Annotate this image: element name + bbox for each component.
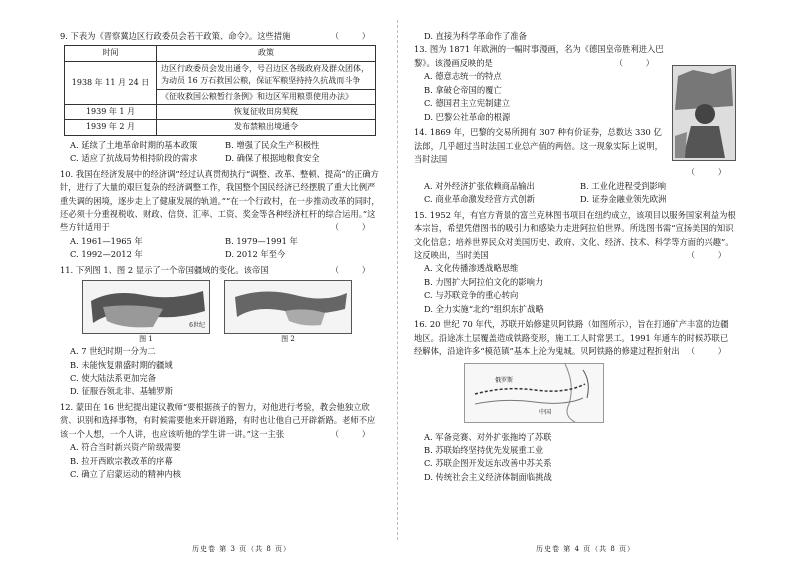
table-cell: 1938 年 11 月 24 日 bbox=[65, 61, 157, 104]
table-cell: 恢复征收田房契税 bbox=[157, 105, 376, 120]
table-header-row bbox=[65, 46, 376, 61]
table-cell: 1939 年 2 月 bbox=[65, 120, 157, 135]
option-b[interactable]: B. 1979—1991 年 bbox=[225, 235, 298, 246]
option-d[interactable]: D. 全力实施“北约”组织东扩战略 bbox=[424, 303, 544, 314]
table-header: 政策 bbox=[157, 46, 376, 61]
cartoon-illustration bbox=[673, 66, 735, 160]
option-a[interactable]: A. 1961—1965 年 bbox=[70, 235, 143, 246]
answer-paren: （ ） bbox=[330, 264, 380, 275]
right-page bbox=[414, 30, 736, 486]
option-b[interactable]: B. 拿破仑帝国的覆亡 bbox=[424, 84, 502, 95]
empire-maps bbox=[82, 280, 380, 343]
map-label-china: 中国 bbox=[539, 408, 552, 416]
table-header: 时间 bbox=[65, 46, 157, 61]
empire-map-2 bbox=[225, 281, 351, 333]
table-row bbox=[65, 120, 376, 135]
option-c[interactable]: C. 适应了抗战局势相持阶段的需求 bbox=[70, 153, 198, 164]
option-d[interactable]: D. 确保了根据地粮食安全 bbox=[225, 153, 320, 164]
option-a[interactable]: A. 延续了土地革命时期的基本政策 bbox=[70, 139, 198, 150]
table-cell: 《征收救国公粮暂行条例》和边区军用粮票使用办法》 bbox=[157, 89, 376, 104]
option-b[interactable]: B. 工业化进程受到影响 bbox=[580, 180, 667, 191]
option-a[interactable]: A. 文化传播渗透战略思维 bbox=[424, 263, 519, 274]
option-a[interactable]: A. 对外经济扩张依赖商品输出 bbox=[424, 180, 535, 191]
question-stem: 13. 图为 1871 年欧洲的一幅时事漫画，名为《德国皇帝胜利进入巴黎》。该漫画反映的是 bbox=[414, 44, 664, 68]
figure-caption: 图 2 bbox=[281, 334, 295, 343]
page-footer-right: 历史卷 第 4 页（共 8 页） bbox=[536, 545, 636, 553]
option-d[interactable]: D. 2012 年至今 bbox=[225, 249, 286, 260]
baikal-amur-map bbox=[465, 364, 603, 422]
option-b[interactable]: B. 力图扩大阿拉伯文化的影响力 bbox=[424, 276, 544, 287]
left-page bbox=[60, 30, 380, 484]
option-b[interactable]: B. 未能恢复鼎盛时期的疆域 bbox=[70, 359, 173, 370]
table-row bbox=[65, 61, 376, 89]
option-b[interactable]: B. 增强了民众生产积极性 bbox=[225, 139, 320, 150]
question-stem: 14. 1869 年，巴黎的交易所拥有 307 种有价证券，总数达 330 亿法郎，几乎超过当时法国工业总产值的两倍。这一现象实际上说明，当时法国 bbox=[414, 127, 663, 164]
map-label: 6世纪 bbox=[189, 322, 205, 330]
option-c[interactable]: C. 确立了启蒙运动的精神内核 bbox=[70, 469, 181, 480]
option-a[interactable]: A. 德意志统一的特点 bbox=[424, 71, 502, 82]
question-10 bbox=[60, 168, 380, 262]
figure-caption: 图 1 bbox=[139, 334, 153, 343]
option-b[interactable]: B. 拉开西欧宗教改革的序幕 bbox=[70, 455, 173, 466]
option-d[interactable]: D. 巴黎公社革命的根源 bbox=[424, 111, 511, 122]
answer-paren: （ ） bbox=[330, 222, 380, 233]
map-figure-2 bbox=[224, 280, 352, 343]
question-12 bbox=[60, 401, 380, 482]
table-cell: 1939 年 1 月 bbox=[65, 105, 157, 120]
page-footer-left: 历史卷 第 3 页（共 8 页） bbox=[192, 545, 292, 553]
option-b[interactable]: B. 苏联始终坚持优先发展重工业 bbox=[424, 444, 544, 455]
question-stem: 12. 蒙田在 16 世纪提出建议教师“要根据孩子的智力，对他进行考验，教会他独立欣赏、识别和选择事物，有时候需要他来开辟道路，有时也让他自己开辟新路。老师不应该一个人想，一个人讲，也应该听他的学生讲一讲。”这一主张 bbox=[60, 401, 376, 439]
question-11 bbox=[60, 264, 380, 399]
option-a[interactable]: A. 7 世纪时期一分为二 bbox=[70, 346, 156, 357]
option-a[interactable]: A. 军备竞赛、对外扩张拖垮了苏联 bbox=[424, 431, 552, 442]
option-c[interactable]: C. 德国君主立宪制建立 bbox=[424, 98, 510, 109]
question-stem: 11. 下列图 1、图 2 显示了一个帝国疆域的变化。该帝国 bbox=[60, 264, 269, 275]
question-13 bbox=[414, 43, 736, 124]
question-16 bbox=[414, 318, 736, 484]
option-c[interactable]: C. 1992—2012 年 bbox=[70, 249, 143, 260]
question-stem: 16. 20 世纪 70 年代，苏联开始修建贝阿铁路（如图所示），旨在打通矿产丰富的边疆地区。沿途冻土层覆盖造成铁路变形，施工工人时常罢工。1991 年通车的时候苏联已经解体，沿途许多“模范镇”基本上沦为鬼城。贝阿铁路的修建过程折射出 bbox=[414, 319, 729, 357]
map-label-russia: 俄罗斯 bbox=[495, 376, 514, 384]
page-divider bbox=[397, 20, 398, 540]
option-c[interactable]: C. 使大陆法系更加完备 bbox=[70, 373, 156, 384]
railway-map bbox=[464, 363, 604, 423]
answer-paren: （ ） bbox=[614, 57, 664, 68]
answer-paren: （ ） bbox=[686, 167, 736, 178]
table-cell: 边区行政委员会发出通令，号召边区各级政府及群众团体，为动员 16 万石救国公粮，保证军粮坚持持久抗战而斗争 bbox=[157, 61, 376, 89]
option-c[interactable]: C. 商业革命激发经营方式创新 bbox=[424, 194, 535, 205]
option-d[interactable]: D. 征服吞领北非、基辅罗斯 bbox=[70, 386, 173, 397]
question-15 bbox=[414, 209, 736, 317]
answer-paren: （ ） bbox=[330, 31, 380, 41]
question-stem: 15. 1952 年，有官方背景的富兰克林图书项目在纽约成立，该项目以服务国家利益为根本宗旨，希望凭借图书的吸引力和感染力走进阿拉伯世界。所选图书需“宣扬美国的知识文化信息；培养世界民众对美国历史、政府、文化、经济、技术、科学等方面的兴趣”。这反映出，当时美国 bbox=[414, 209, 736, 260]
option-c[interactable]: C. 与苏联竞争的重心转向 bbox=[424, 290, 519, 301]
question-stem: 9. 下表为《晋察冀边区行政委员会若干政策、命令》。这些措施 bbox=[60, 31, 291, 41]
option-d[interactable]: D. 传统社会主义经济体制面临挑战 bbox=[424, 471, 552, 482]
table-cell: 发布禁粮出境通令 bbox=[157, 120, 376, 135]
map-figure-1 bbox=[82, 280, 210, 343]
policy-table bbox=[64, 45, 376, 135]
cartoon-image bbox=[672, 65, 736, 161]
answer-paren: （ ） bbox=[686, 250, 736, 260]
option-a[interactable]: A. 符合当时新兴资产阶级需要 bbox=[70, 442, 181, 453]
option-c[interactable]: C. 苏联企图开发远东改善中苏关系 bbox=[424, 458, 552, 469]
option-d[interactable]: D. 直接为科学革命作了准备 bbox=[424, 31, 527, 41]
answer-paren: （ ） bbox=[686, 346, 736, 357]
answer-paren: （ ） bbox=[330, 428, 380, 439]
question-9 bbox=[60, 30, 380, 166]
option-d[interactable]: D. 证券金融业领先欧洲 bbox=[580, 194, 667, 205]
question-stem: 10. 我国在经济发展中的经济调”经过认真贯彻执行“调整、改革、整顿、提高”的正确方针，进行了大量的艰巨复杂的经济调整工作，我国整个国民经济已经摆脱了重大比例严重失调的困境，逐步走上了健康发展的轨道。”“在一个行政村，在一步推动改革的同时，还必须十分重视税收、财政、信贷、汇率、工资、奖金等各种经济杠杆的综合运用。”这些方针适用于 bbox=[60, 168, 380, 233]
table-row bbox=[65, 105, 376, 120]
